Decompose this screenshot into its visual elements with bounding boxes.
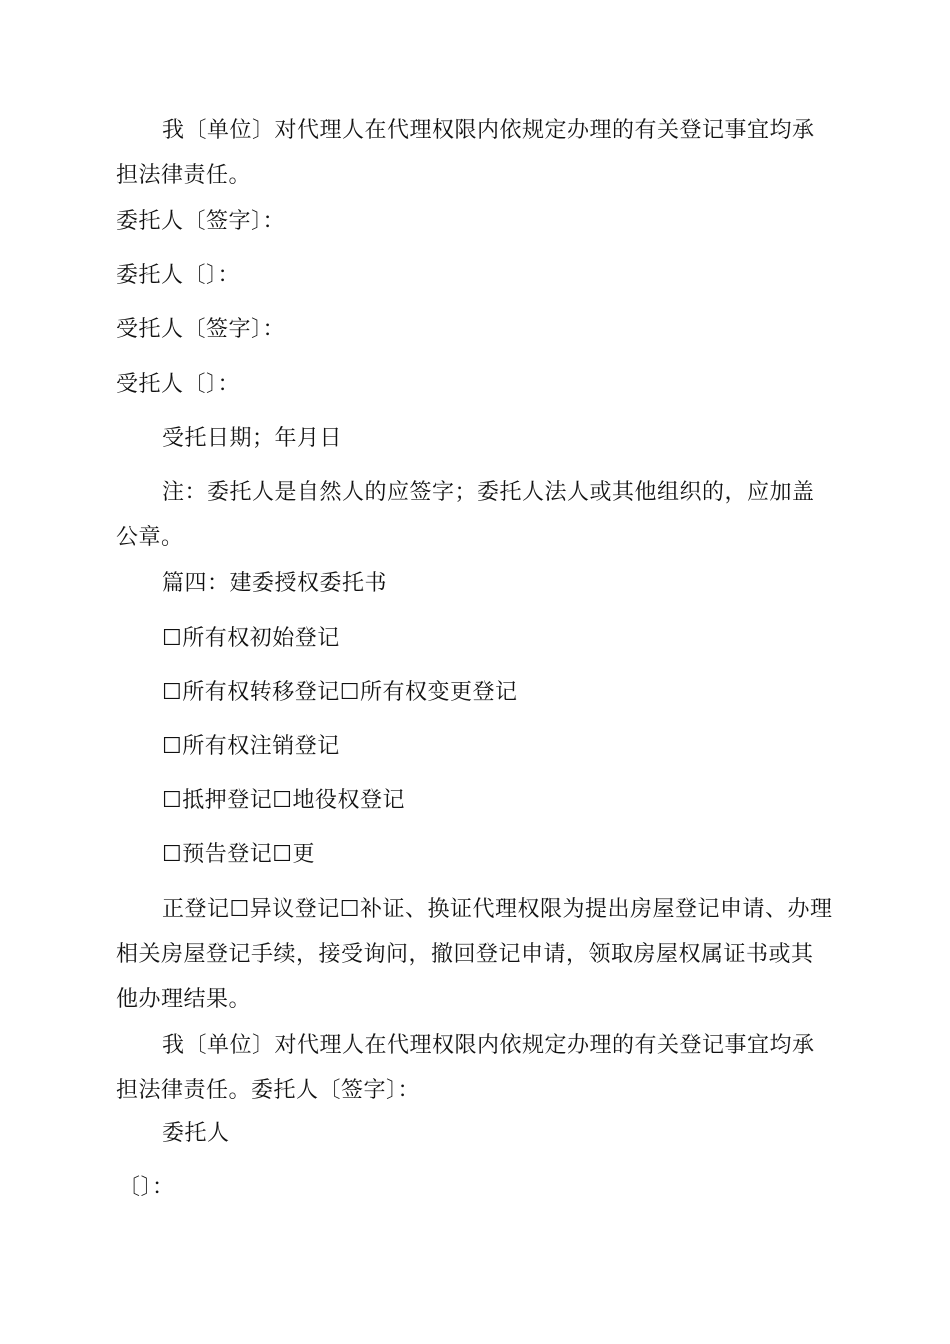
- paragraph-agent: 受托人〔〕：: [116, 372, 241, 397]
- paragraph-note: 注：委托人是自然人的应签字；委托人法人或其他组织的，应加盖公章。: [116, 480, 815, 550]
- checkbox-line-cancellation: ☐所有权注销登记: [162, 734, 340, 759]
- checkbox-line-transfer-change: ☐所有权转移登记☐所有权变更登记: [162, 680, 518, 705]
- paragraph-principal: 委托人〔〕：: [116, 263, 241, 288]
- paragraph-principal-signature: 委托人〔签字〕：: [116, 209, 286, 234]
- checkbox-line-mortgage-easement: ☐抵押登记☐地役权登记: [162, 788, 405, 813]
- paragraph-agent-signature: 受托人〔签字〕：: [116, 317, 286, 342]
- paragraph-liability-repeat: 我〔单位〕对代理人在代理权限内依规定办理的有关登记事宜均承担法律责任。委托人〔签字〕：: [116, 1033, 815, 1103]
- section-title-part-four: 篇四：建委授权委托书: [162, 571, 388, 596]
- checkbox-line-initial-registration: ☐所有权初始登记: [162, 626, 340, 651]
- paragraph-principal-blank: 〔〕：: [118, 1175, 175, 1200]
- paragraph-agent-authority: 正登记☐异议登记☐补证、换证代理权限为提出房屋登记申请、办理相关房屋登记手续，接受询问，撤回登记申请，领取房屋权属证书或其他办理结果。: [116, 897, 833, 1012]
- paragraph-liability: 我〔单位〕对代理人在代理权限内依规定办理的有关登记事宜均承担法律责任。: [116, 118, 815, 188]
- paragraph-principal-label: 委托人: [162, 1121, 230, 1146]
- paragraph-entrust-date: 受托日期；年月日: [162, 426, 343, 451]
- checkbox-line-advance-notice: ☐预告登记☐更: [162, 842, 315, 867]
